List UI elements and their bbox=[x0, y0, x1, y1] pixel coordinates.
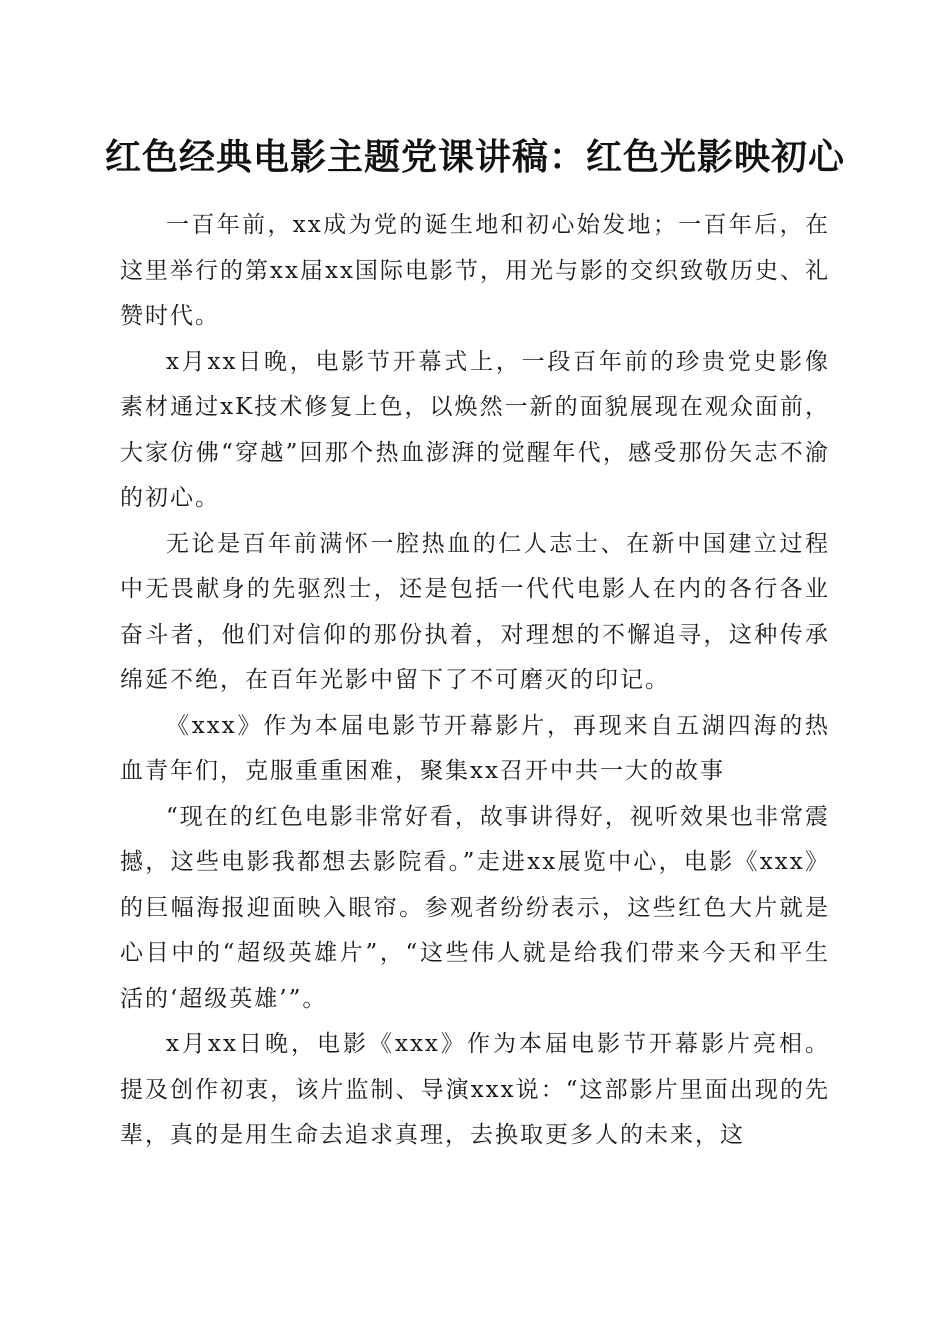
paragraph-2: x月xx日晚，电影节开幕式上，一段百年前的珍贵党史影像素材通过xK技术修复上色，以焕然一新的面貌展现在观众面前，大家仿佛“穿越”回那个热血澎湃的觉醒年代，感受那份矢志不渝的初心。 bbox=[120, 348, 830, 511]
paragraph-3: 无论是百年前满怀一腔热血的仁人志士、在新中国建立过程中无畏献身的先驱烈士，还是包括一代代电影人在内的各行各业奋斗者，他们对信仰的那份执着，对理想的不懈追寻，这种传承绵延不绝，在百年光影中留下了不可磨灭的印记。 bbox=[120, 530, 830, 693]
document-body bbox=[120, 203, 830, 1159]
paragraph-6: x月xx日晚，电影《xxx》作为本届电影节开幕影片亮相。提及创作初衷，该片监制、导演xxx说：“这部影片里面出现的先辈，真的是用生命去追求真理，去换取更多人的未来，这 bbox=[120, 1031, 830, 1148]
paragraph-5: “现在的红色电影非常好看，故事讲得好，视听效果也非常震撼，这些电影我都想去影院看。”走进xx展览中心，电影《xxx》的巨幅海报迎面映入眼帘。参观者纷纷表示，这些红色大片就是心目中的“超级英雄片”，“这些伟人就是给我们带来今天和平生活的‘超级英雄’”。 bbox=[120, 803, 830, 1012]
paragraph-1: 一百年前，xx成为党的诞生地和初心始发地；一百年后，在这里举行的第xx届xx国际电影节，用光与影的交织致敬历史、礼赞时代。 bbox=[120, 212, 830, 329]
document-title: 红色经典电影主题党课讲稿：红色光影映初心 bbox=[104, 136, 845, 178]
paragraph-4: 《xxx》作为本届电影节开幕影片，再现来自五湖四海的热血青年们，克服重重困难，聚集xx召开中共一大的故事 bbox=[120, 712, 830, 784]
